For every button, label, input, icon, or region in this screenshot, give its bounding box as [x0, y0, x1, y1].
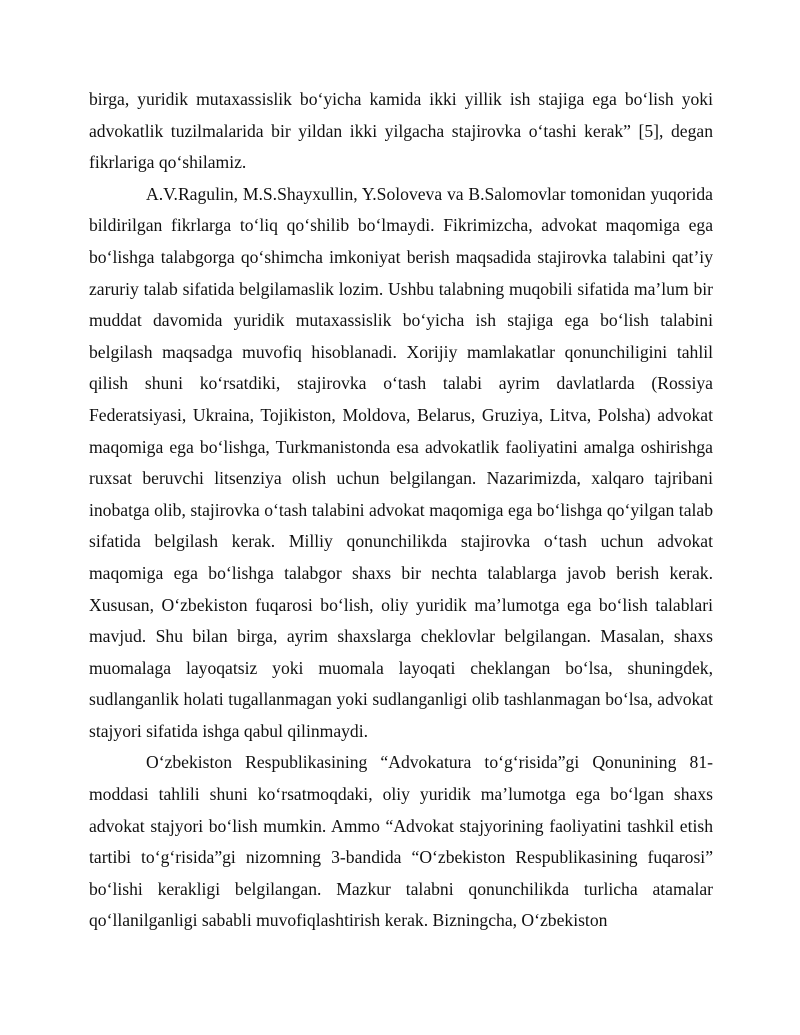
paragraph-3: O‘zbekiston Respublikasining “Advokatura to‘g‘risida”gi Qonunining 81-moddasi tahlili shuni ko‘rsatmoqdaki, oliy yuridik ma’lumotga ega bo‘lgan shaxs advokat stajyori bo‘lish mumkin. Ammo “Advokat stajyorining faoliyatini tashkil etish tartibi to‘g‘risida”gi nizomning 3-bandida “O‘zbekiston Respublikasining fuqarosi” bo‘lishi kerakligi belgilangan. Mazkur talabni qonunchilikda turlicha atamalar qo‘llanilganligi sababli muvofiqlashtirish kerak. Bizningcha, O‘zbekiston	[89, 752, 713, 931]
paragraph-2: A.V.Ragulin, M.S.Shayxullin, Y.Soloveva va B.Salomovlar tomonidan yuqorida bildirilgan fikrlarga to‘liq qo‘shilib bo‘lmaydi. Fikrimizcha, advokat maqomiga ega bo‘lishga talabgorga qo‘shimcha imkoniyat berish maqsadida stajirovka talabini qat’iy zaruriy talab sifatida belgilamaslik lozim. Ushbu talabning muqobili sifatida ma’lum bir muddat davomida yuridik mutaxassislik bo‘yicha ish stajiga ega bo‘lish talabini belgilash maqsadga muvofiq hisoblanadi. Xorijiy mamlakatlar qonunchiligini tahlil qilish shuni ko‘rsatdiki, stajirovka o‘tash talabi ayrim davlatlarda (Rossiya Federatsiyasi, Ukraina, Tojikiston, Moldova, Belarus, Gruziya, Litva, Polsha) advokat maqomiga ega bo‘lishga, Turkmanistonda esa advokatlik faoliyatini amalga oshirishga ruxsat beruvchi litsenziya olish uchun belgilangan. Nazarimizda, xalqaro tajribani inobatga olib, stajirovka o‘tash talabini advokat maqomiga ega bo‘lishga qo‘yilgan talab sifatida belgilash kerak. Milliy qonunchilikda stajirovka o‘tash uchun advokat maqomiga ega bo‘lishga talabgor shaxs bir nechta talablarga javob berish kerak. Xususan, O‘zbekiston fuqarosi bo‘lish, oliy yuridik ma’lumotga ega bo‘lish talablari mavjud. Shu bilan birga, ayrim shaxslarga cheklovlar belgilangan. Masalan, shaxs muomalaga layoqatsiz yoki muomala layoqati cheklangan bo‘lsa, shuningdek, sudlanganlik holati tugallanmagan yoki sudlanganligi olib tashlanmagan bo‘lsa, advokat stajyori sifatida ishga qabul qilinmaydi.	[89, 183, 713, 741]
document-page	[89, 84, 713, 937]
paragraph-1: birga, yuridik mutaxassislik bo‘yicha kamida ikki yillik ish stajiga ega bo‘lish yoki advokatlik tuzilmalarida bir yildan ikki yilgacha stajirovka o‘tashi kerak” [5], degan fikrlariga qo‘shilamiz.	[89, 89, 713, 173]
